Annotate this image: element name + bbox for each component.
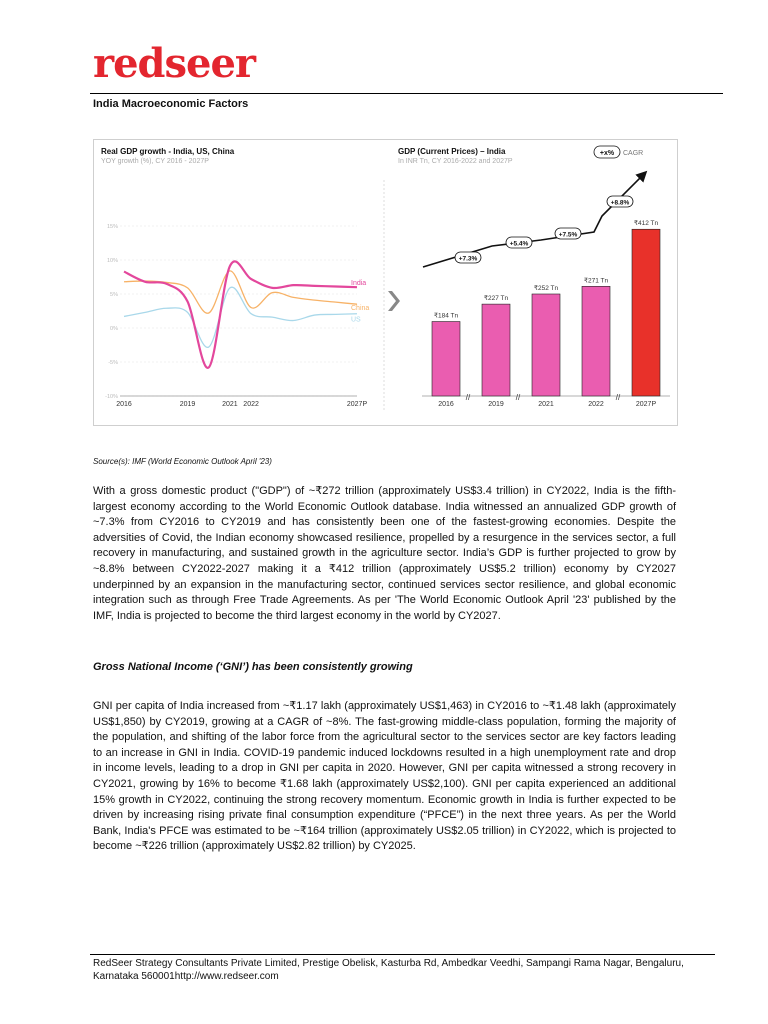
bar-category-label: 2016 xyxy=(438,401,454,408)
header-divider xyxy=(90,93,723,94)
y-tick-label: 10% xyxy=(106,258,118,264)
paragraph-gni: GNI per capita of India increased from ~₹1.17 lakh (approximately US$1,463) in CY2016 to ~₹1.48 lakh (approximately US$1,850) by CY2019, growing at a CAGR of ~8%. The fast-growing middle-class population, forming the majority of the population, and shifting of the labor force from the agricultural sector to the services sector are key factors leading to an increase in GNI in India. COVID-19 pandemic induced lockdowns resulted in a high unemployment rate and drop in income levels, leading to a drop in GNI per capita in 2020. However, GNI per capita witnessed a strong recovery in CY2021, growing by 16% to become ₹1.68 lakh (approximately US$2,100). GNI per capita experienced an additional 15% growth in CY2022, continuing the strong recovery momentum. Economic growth in India is further expected to be driven by increasing rising private final consumption expenditure (“PFCE”) in the next three years. As per the World Bank, India's PFCE was estimated to be ~₹164 trillion (approximately US$2.05 trillion) in CY2022, which is projected to become ~₹226 trillion (approximately US$2.82 trillion) by CY2025. xyxy=(93,700,676,853)
bar-category-label: 2022 xyxy=(588,401,604,408)
x-tick-label: 2021 xyxy=(222,401,238,408)
x-tick-label: 2016 xyxy=(116,401,132,408)
bar-chart xyxy=(422,173,670,408)
x-tick-label: 2027P xyxy=(346,401,368,408)
cagr-legend-label: CAGR xyxy=(623,150,644,157)
bar-value-label: ₹252 Tn xyxy=(533,285,559,292)
source-note: Source(s): IMF (World Economic Outlook April '23) xyxy=(93,457,272,466)
bar-category-label: 2019 xyxy=(488,401,504,408)
y-tick-label: -10% xyxy=(105,394,118,400)
bar-2022 xyxy=(582,286,610,396)
section-title: India Macroeconomic Factors xyxy=(93,98,249,110)
cagr-badge-label: +7.3% xyxy=(458,255,478,263)
redseer-logo: redseer xyxy=(93,40,255,87)
axis-break-mark: // xyxy=(465,393,471,402)
footer-address: RedSeer Strategy Consultants Private Limited, Prestige Obelisk, Kasturba Rd, Ambedkar Veedhi, Sampangi Rama Nagar, Bengaluru, Karnataka 560001http://www.redseer.com xyxy=(93,958,684,982)
bar-category-label: 2027P xyxy=(635,401,657,408)
cagr-badge-label: +7.5% xyxy=(558,231,578,239)
y-tick-label: 15% xyxy=(106,224,118,230)
y-tick-label: 0% xyxy=(110,326,118,332)
legend-label-china: China xyxy=(351,305,370,313)
axis-break-mark: // xyxy=(615,393,621,402)
legend-label-us: US xyxy=(351,316,361,324)
bar-value-label: ₹412 Tn xyxy=(633,220,659,228)
cagr-legend-badge-text: +x% xyxy=(599,150,615,157)
bar-2021 xyxy=(532,294,560,396)
chevron-right-icon xyxy=(388,291,400,311)
bar-chart-title: GDP (Current Prices) – India xyxy=(398,147,506,156)
line-chart-title: Real GDP growth - India, US, China xyxy=(101,147,235,156)
bar-chart-subtitle: In INR Tn, CY 2016-2022 and 2027P xyxy=(398,158,513,165)
x-tick-label: 2022 xyxy=(243,401,259,408)
cagr-badge-label: +8.8% xyxy=(610,199,630,207)
y-tick-label: 5% xyxy=(110,292,118,298)
cagr-trend-arrow xyxy=(423,173,645,267)
x-tick-label: 2019 xyxy=(179,401,196,408)
bar-2019 xyxy=(482,304,510,396)
footer-divider xyxy=(90,954,715,955)
paragraph-gdp: With a gross domestic product ("GDP") of ~₹272 trillion (approximately US$3.4 trillion) in CY2022, India is the fifth-largest economy according to the World Economic Outlook database. India witnessed an annualized GDP growth of ~7.3% from CY2016 to CY2019 and has consistently been one of the fastest-growing economies. Despite the adversities of Covid, the Indian economy showcased resilience, propelled by a resurgence in the services sector, a full recovery in manufacturing, and sustained growth in the agriculture sector. India’s GDP is further projected to grow by ~8.8% between CY2022-2027 making it a ₹412 trillion (approximately US$5.2 trillion) economy by CY2027 underpinned by an expansion in the manufacturing sector, continued services sector resilience, and global economic integration such as through Free Trade Agreements. As per 'The World Economic Outlook April '23' published by the IMF, India is projected to become the third largest economy in the world by CY2027. xyxy=(93,485,676,622)
bar-category-label: 2021 xyxy=(538,401,554,408)
series-line-china xyxy=(124,271,357,313)
bar-value-label: ₹184 Tn xyxy=(433,312,459,320)
axis-break-mark: // xyxy=(515,393,521,402)
bar-2016 xyxy=(432,322,460,396)
legend-label-india: India xyxy=(351,280,367,288)
bar-value-label: ₹271 Tn xyxy=(583,277,609,285)
series-line-us xyxy=(124,287,357,347)
cagr-badge-label: +5.4% xyxy=(509,240,529,248)
gni-subheading: Gross National Income (‘GNI’) has been consistently growing xyxy=(93,661,413,673)
gdp-figure xyxy=(93,139,678,426)
gdp-charts-svg xyxy=(94,140,677,425)
bar-value-label: ₹227 Tn xyxy=(483,295,509,303)
bar-2027P xyxy=(632,229,660,396)
y-tick-label: -5% xyxy=(108,360,118,366)
line-chart xyxy=(105,224,369,408)
line-chart-subtitle: YOY growth (%), CY 2016 - 2027P xyxy=(101,158,209,165)
